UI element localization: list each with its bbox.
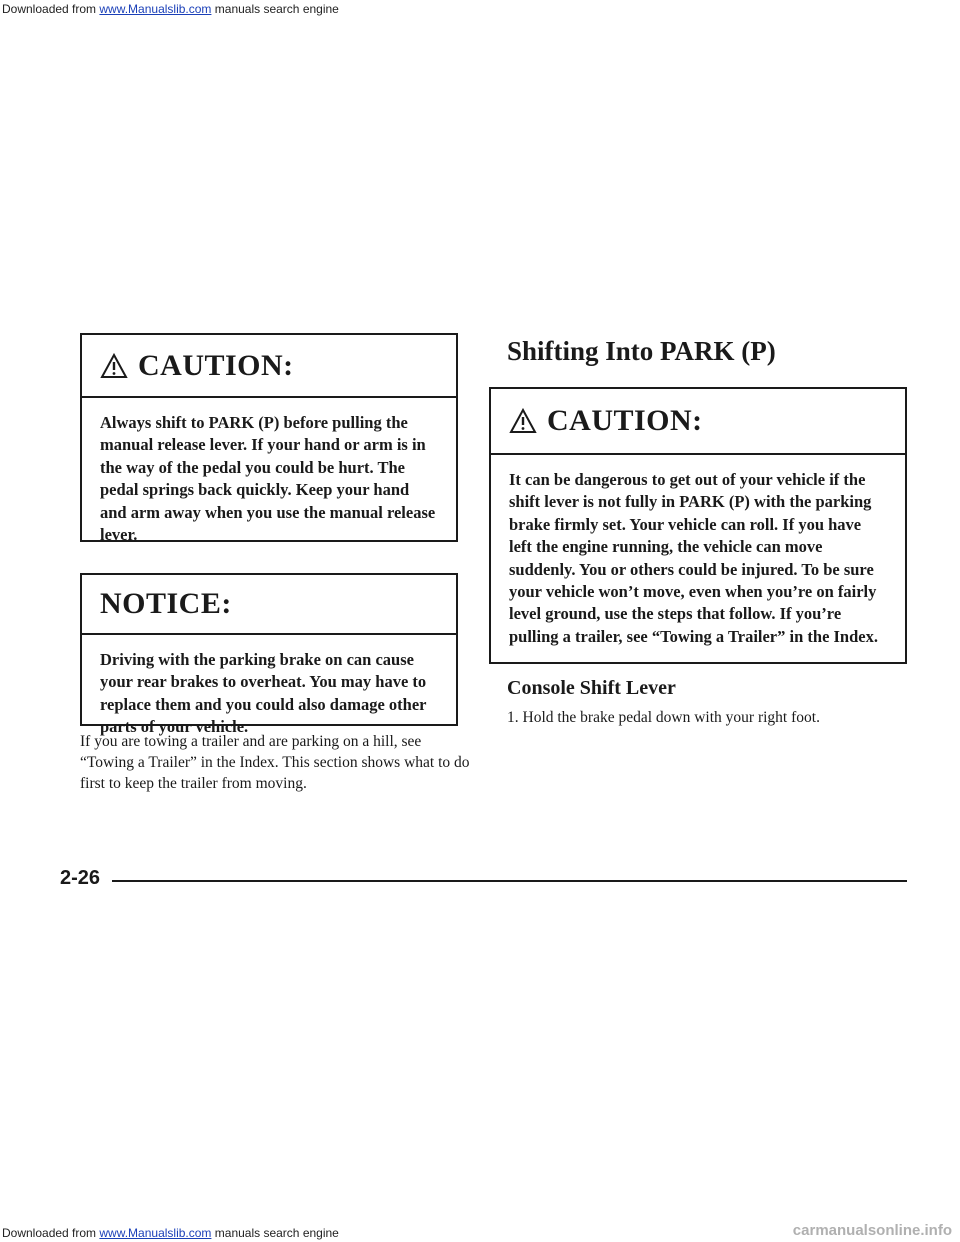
notice-title: NOTICE: xyxy=(100,587,232,620)
notice-header xyxy=(82,575,456,635)
caution-text: It can be dangerous to get out of your vehicle if the shift lever is not fully in PARK (P) with the parking brake firmly set. Your vehicle can roll. If you have left the engine running, the vehicle can move suddenly. You or others could be injured. To be sure your vehicle won’t move, even when you’re on fairly level ground, use the steps that follow. If you’re pulling a trailer, see “Towing a Trailer” in the Index. xyxy=(509,470,878,646)
caution-header xyxy=(82,335,456,398)
caution-box-park xyxy=(489,387,907,664)
caution-box-release-lever xyxy=(80,333,458,545)
download-banner-bottom: Downloaded from www.Manualslib.com manuals search engine xyxy=(2,1226,339,1240)
caution-text: Always shift to PARK (P) before pulling the manual release lever. If your hand or arm is in the way of the pedal you could be hurt. The pedal springs back quickly. Keep your hand and arm away when you use the manual release lever. xyxy=(100,413,436,545)
step-1: 1. Hold the brake pedal down with your right foot. xyxy=(507,709,820,726)
warning-triangle-icon xyxy=(100,353,128,379)
watermark: carmanualsonline.info xyxy=(792,1222,952,1239)
manualslib-link[interactable]: www.Manualslib.com xyxy=(99,1226,212,1240)
manualslib-link[interactable]: www.Manualslib.com xyxy=(99,2,212,16)
page-number: 2-26 xyxy=(60,867,101,889)
caution-title: CAUTION: xyxy=(138,348,294,382)
warning-triangle-icon xyxy=(509,408,537,434)
download-banner-top: Downloaded from www.Manualslib.com manuals search engine xyxy=(2,2,339,16)
section-heading: Shifting Into PARK (P) xyxy=(507,336,776,366)
towing-paragraph: If you are towing a trailer and are parking on a hill, see “Towing a Trailer” in the Index. This section shows what to do first to keep the trailer from moving. xyxy=(80,733,470,792)
footer-rule xyxy=(112,880,907,882)
caution-header xyxy=(491,389,905,455)
notice-box-parking-brake xyxy=(80,573,458,737)
subsection-heading: Console Shift Lever xyxy=(507,677,676,699)
caution-title: CAUTION: xyxy=(547,404,703,437)
notice-text: Driving with the parking brake on can cause your rear brakes to overheat. You may have to replace them and you could also damage other parts of your vehicle. xyxy=(100,650,427,737)
